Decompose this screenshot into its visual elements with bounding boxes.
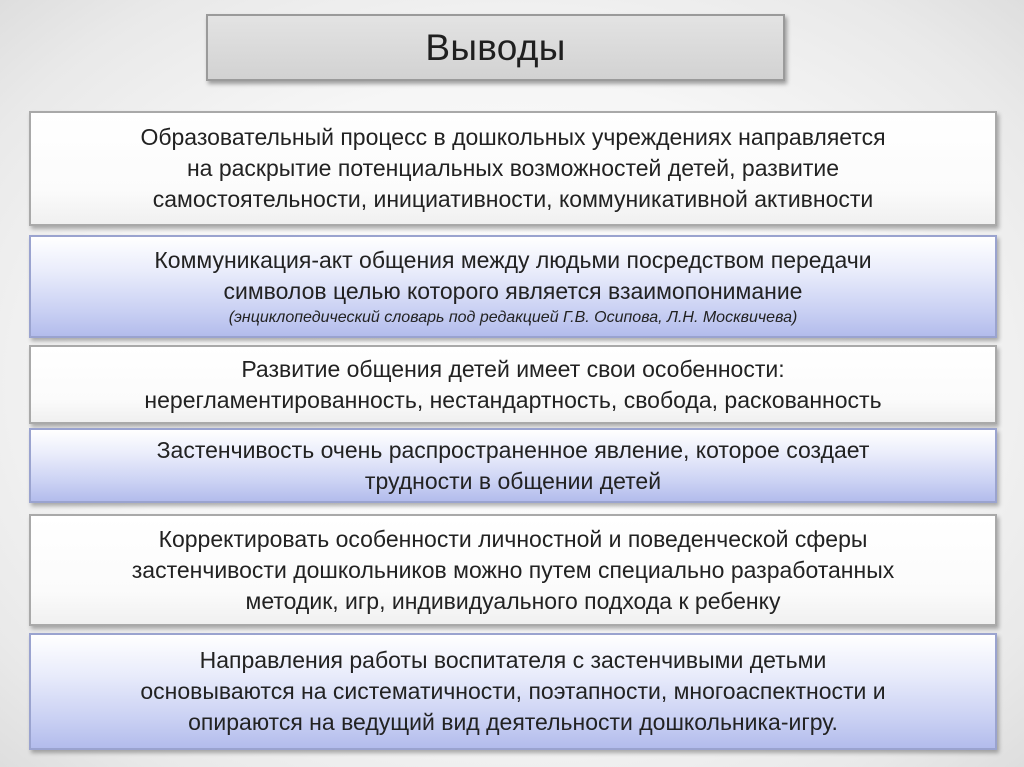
block-6-line-1: Направления работы воспитателя с застенчивыми детьми xyxy=(199,647,827,673)
block-5-line-2: застенчивости дошкольников можно путем специально разработанных xyxy=(131,556,895,583)
block-6-line-3: опираются на ведущий вид деятельности дошкольника-игру. xyxy=(188,709,838,735)
block-5-line-1: Корректировать особенности личностной и поведенческой сферы xyxy=(158,525,868,552)
conclusion-block-6 xyxy=(29,633,997,750)
slide-title: Выводы xyxy=(425,26,566,68)
conclusion-block-4 xyxy=(29,428,997,503)
block-2-line-2: символов целью которого является взаимопонимание xyxy=(223,277,803,304)
conclusion-block-3 xyxy=(29,345,997,424)
conclusion-block-2 xyxy=(29,235,997,338)
block-4-line-1: Застенчивость очень распространенное явление, которое создает xyxy=(156,436,870,463)
block-3-line-2: нерегламентированность, нестандартность, свобода, раскованность xyxy=(144,386,882,413)
block-2-citation: (энциклопедический словарь под редакцией Г.В. Осипова, Л.Н. Москвичева) xyxy=(228,308,798,326)
block-4-line-2: трудности в общении детей xyxy=(364,467,662,494)
block-6-line-2: основываются на систематичности, поэтапности, многоаспектности и xyxy=(140,678,886,704)
conclusion-block-1 xyxy=(29,111,997,226)
block-1-line-3: самостоятельности, инициативности, коммуникативной активности xyxy=(152,186,874,212)
block-2-line-1: Коммуникация-акт общения между людьми посредством передачи xyxy=(154,246,872,273)
block-5-line-3: методик, игр, индивидуального подхода к ребенку xyxy=(245,587,781,614)
conclusion-block-5 xyxy=(29,514,997,626)
block-1-line-1: Образовательный процесс в дошкольных учреждениях направляется xyxy=(140,124,886,150)
title-box xyxy=(206,14,785,81)
block-1-line-2: на раскрытие потенциальных возможностей детей, развитие xyxy=(186,155,840,181)
block-3-line-1: Развитие общения детей имеет свои особенности: xyxy=(241,355,785,382)
